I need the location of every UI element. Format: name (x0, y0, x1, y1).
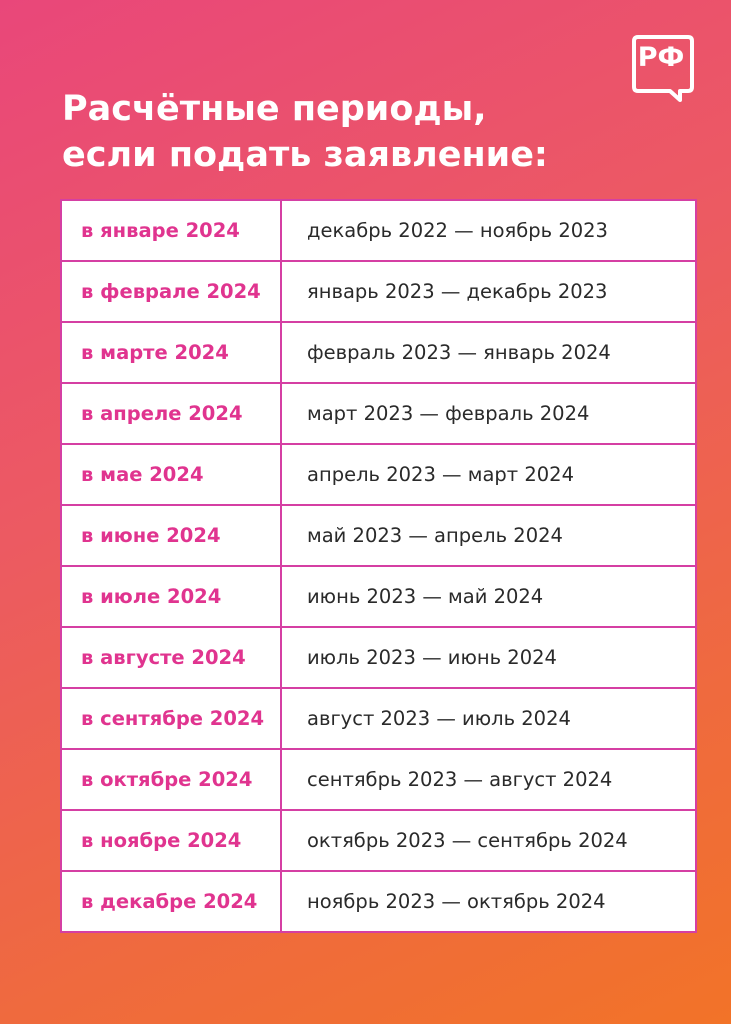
period-cell: сентябрь 2023 — август 2024 (307, 768, 613, 791)
period-cell: март 2023 — февраль 2024 (307, 402, 590, 425)
period-cell: июнь 2023 — май 2024 (307, 585, 544, 608)
month-cell: в сентябре 2024 (62, 689, 282, 748)
month-cell: в марте 2024 (62, 323, 282, 382)
rf-logo (632, 34, 696, 104)
title-line-1: Расчётные периоды, (62, 89, 487, 129)
table-row (60, 323, 697, 384)
month-cell: в январе 2024 (62, 201, 282, 260)
month-cell: в апреле 2024 (62, 384, 282, 443)
period-cell: апрель 2023 — март 2024 (307, 463, 574, 486)
month-cell: в феврале 2024 (62, 262, 282, 321)
table-row (60, 872, 697, 933)
period-cell: октябрь 2023 — сентябрь 2024 (307, 829, 628, 852)
table-row (60, 506, 697, 567)
period-cell: ноябрь 2023 — октябрь 2024 (307, 890, 606, 913)
period-cell: февраль 2023 — январь 2024 (307, 341, 611, 364)
table-row (60, 201, 697, 262)
table-row (60, 628, 697, 689)
month-cell: в июне 2024 (62, 506, 282, 565)
period-cell: январь 2023 — декабрь 2023 (307, 280, 608, 303)
table-row (60, 384, 697, 445)
table-row (60, 750, 697, 811)
table-row (60, 445, 697, 506)
periods-table (60, 199, 697, 933)
table-row (60, 811, 697, 872)
month-cell: в ноябре 2024 (62, 811, 282, 870)
month-cell: в октябре 2024 (62, 750, 282, 809)
month-cell: в декабре 2024 (62, 872, 282, 931)
title-line-2: если подать заявление: (62, 135, 548, 175)
period-cell: декабрь 2022 — ноябрь 2023 (307, 219, 608, 242)
month-cell: в августе 2024 (62, 628, 282, 687)
period-cell: август 2023 — июль 2024 (307, 707, 571, 730)
page-title (62, 86, 622, 178)
table-row (60, 567, 697, 628)
table-row (60, 689, 697, 750)
month-cell: в мае 2024 (62, 445, 282, 504)
period-cell: июль 2023 — июнь 2024 (307, 646, 557, 669)
month-cell: в июле 2024 (62, 567, 282, 626)
table-row (60, 262, 697, 323)
logo-text: РФ (637, 42, 685, 73)
period-cell: май 2023 — апрель 2024 (307, 524, 563, 547)
